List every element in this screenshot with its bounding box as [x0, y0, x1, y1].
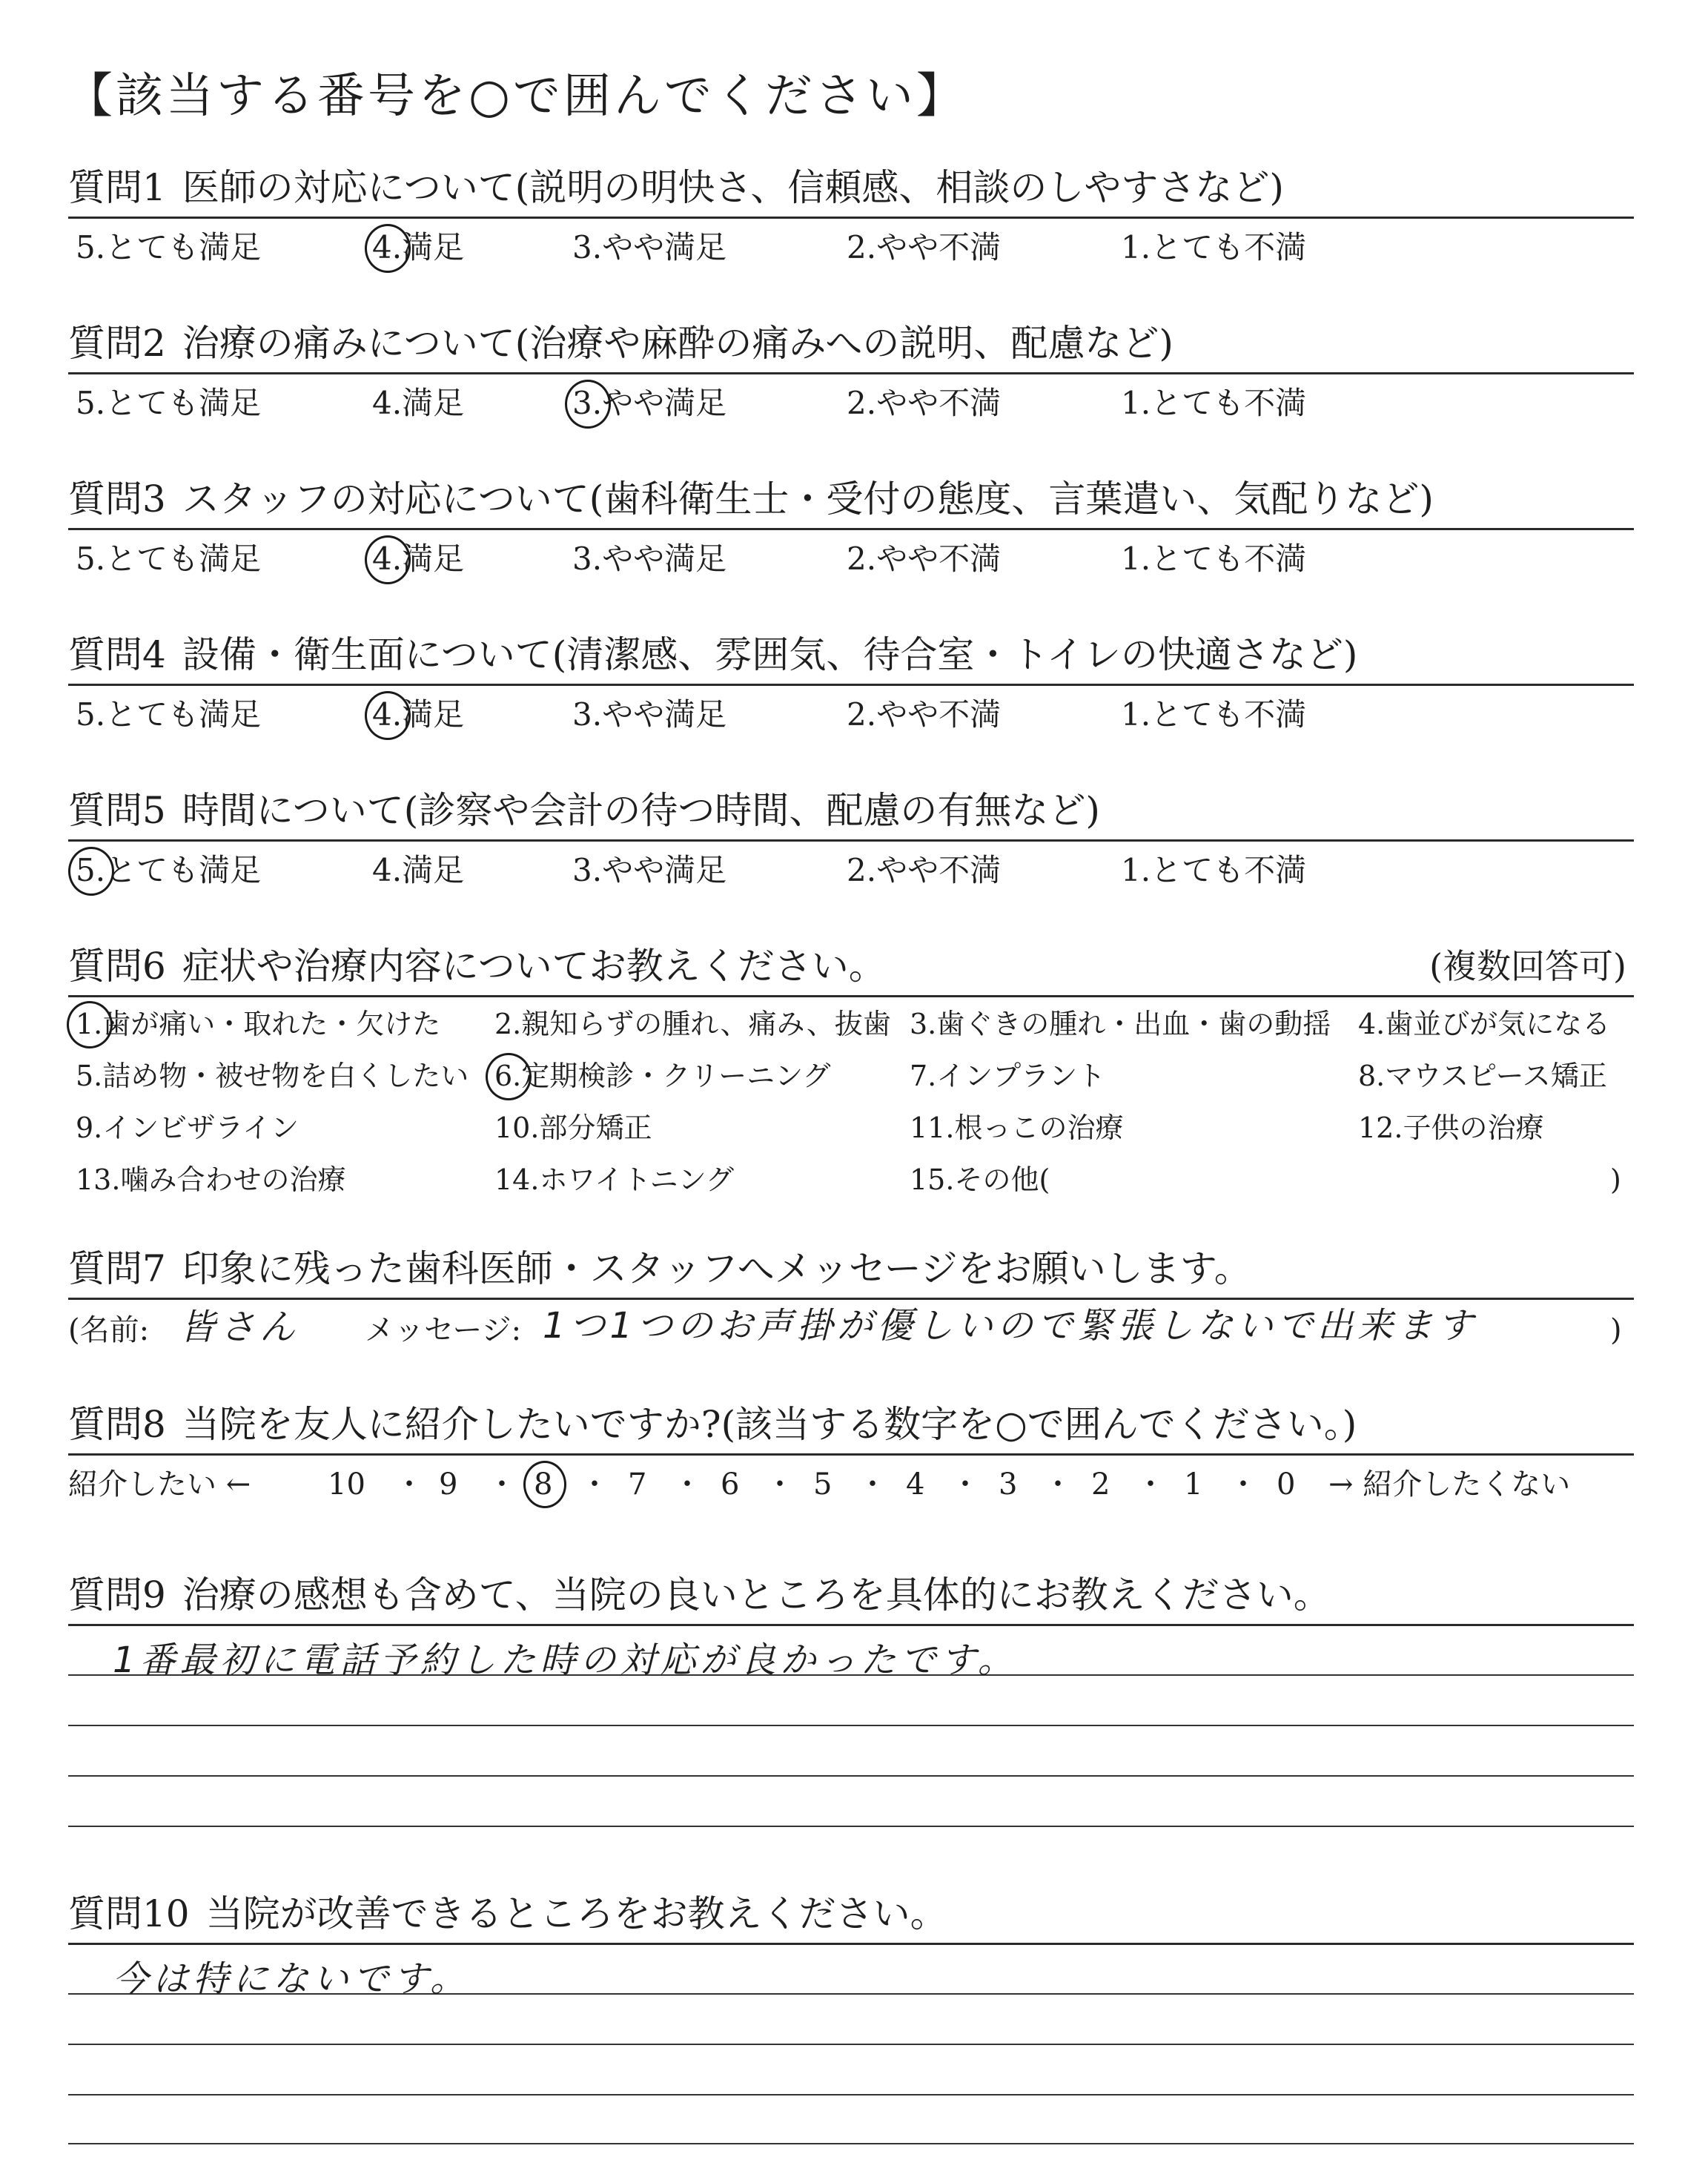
- other-close-paren: ): [1610, 1163, 1621, 1196]
- option-somewhat-satisfied[interactable]: 3.やや満足: [572, 541, 727, 577]
- option-very-dissatisfied[interactable]: 1.とても不満: [1121, 696, 1307, 733]
- question-4: [68, 632, 1634, 786]
- scale-right-label: → 紹介したくない: [1328, 1467, 1571, 1502]
- question-9: [68, 1572, 1634, 1854]
- question-header: [68, 787, 1634, 842]
- answer-line: [68, 2044, 1634, 2045]
- scale-separator: ・: [487, 1467, 517, 1502]
- option-very-satisfied[interactable]: 5.とても満足: [76, 385, 262, 421]
- question-text: スタッフの対応について(歯科衛生士・受付の態度、言葉遣い、気配りなど): [182, 478, 1434, 521]
- message-close-paren: ): [1610, 1313, 1622, 1347]
- answer-text[interactable]: 今は特にないです。: [113, 1958, 471, 2000]
- scale-value-1[interactable]: 1: [1184, 1467, 1203, 1502]
- scale-separator: ・: [672, 1467, 702, 1502]
- symptom-option[interactable]: 9.インビザライン: [76, 1112, 299, 1144]
- scale-value-8-selected[interactable]: 8: [534, 1464, 552, 1505]
- message-value[interactable]: 1つ1つのお声掛が優しいので緊張しないで出来ます: [543, 1305, 1478, 1347]
- scale-value-2[interactable]: 2: [1091, 1467, 1110, 1502]
- symptom-option[interactable]: 5.詰め物・被せ物を白くしたい: [76, 1060, 469, 1092]
- question-text: 時間について(診察や会計の待つ時間、配慮の有無など): [182, 789, 1100, 832]
- option-somewhat-satisfied[interactable]: 3.やや満足: [572, 229, 727, 265]
- question-2: [68, 320, 1634, 475]
- question-header: [68, 632, 1634, 686]
- question-6: [68, 943, 1634, 1210]
- symptom-option[interactable]: 3.歯ぐきの腫れ・出血・歯の動揺: [910, 1008, 1331, 1040]
- answer-text[interactable]: 1番最初に電話予約した時の対応が良かったです。: [113, 1639, 1018, 1681]
- scale-value-5[interactable]: 5: [813, 1467, 833, 1502]
- question-1: [68, 165, 1634, 319]
- multiple-answers-note: (複数回答可): [1429, 946, 1626, 986]
- question-text: 治療の痛みについて(治療や麻酔の痛みへの説明、配慮など): [182, 322, 1174, 365]
- question-number: 質問3: [68, 478, 166, 521]
- question-header: [68, 165, 1634, 219]
- symptom-option[interactable]: 6.定期検診・クリーニング: [494, 1057, 831, 1094]
- option-somewhat-dissatisfied[interactable]: 2.やや不満: [847, 852, 1002, 888]
- scale-separator: ・: [1228, 1467, 1258, 1502]
- option-satisfied[interactable]: 4.満足: [372, 852, 465, 888]
- option-somewhat-dissatisfied[interactable]: 2.やや不満: [847, 229, 1002, 265]
- rating-options: [68, 383, 1634, 427]
- question-header: [68, 1891, 1634, 1945]
- scale-separator: ・: [765, 1467, 795, 1502]
- scale-value-6[interactable]: 6: [721, 1467, 740, 1502]
- scale-separator: ・: [858, 1467, 887, 1502]
- question-text: 当院を友人に紹介したいですか?(該当する数字を○で囲んでください。): [182, 1403, 1357, 1446]
- option-very-satisfied[interactable]: 5.とても満足: [76, 850, 261, 891]
- question-8: [68, 1401, 1634, 1535]
- referral-scale: [68, 1464, 1634, 1508]
- symptom-option[interactable]: 7.インプラント: [910, 1060, 1106, 1092]
- question-header: [68, 1401, 1634, 1456]
- answer-line: [68, 2094, 1634, 2095]
- answer-line: [68, 1775, 1634, 1777]
- symptom-option[interactable]: 12.子供の治療: [1358, 1112, 1544, 1144]
- symptom-option[interactable]: 1.歯が痛い・取れた・欠けた: [76, 1005, 440, 1043]
- option-satisfied[interactable]: 4.満足: [372, 385, 465, 421]
- message-line: [68, 1305, 1634, 1360]
- page-title: 【該当する番号を○で囲んでください】: [65, 69, 967, 124]
- rating-options: [68, 227, 1634, 271]
- scale-separator: ・: [1043, 1467, 1073, 1502]
- question-7: [68, 1246, 1634, 1372]
- question-header: [68, 943, 1634, 997]
- symptom-option[interactable]: 14.ホワイトニング: [494, 1163, 735, 1196]
- scale-separator: ・: [394, 1467, 424, 1502]
- scale-separator: ・: [950, 1467, 980, 1502]
- question-10: [68, 1891, 1634, 2158]
- option-satisfied[interactable]: 4.満足: [372, 694, 464, 736]
- question-text: 印象に残った歯科医師・スタッフへメッセージをお願いします。: [182, 1247, 1251, 1290]
- option-somewhat-satisfied[interactable]: 3.やや満足: [572, 696, 727, 733]
- question-header: [68, 1246, 1634, 1300]
- option-very-satisfied[interactable]: 5.とても満足: [76, 541, 262, 577]
- question-text: 設備・衛生面について(清潔感、雰囲気、待合室・トイレの快適さなど): [182, 633, 1358, 676]
- scale-value-9[interactable]: 9: [439, 1467, 458, 1502]
- symptom-option[interactable]: 13.噛み合わせの治療: [76, 1163, 346, 1196]
- question-number: 質問9: [68, 1573, 166, 1616]
- scale-value-10[interactable]: 10: [328, 1467, 365, 1502]
- answer-line: [68, 1725, 1634, 1726]
- option-very-dissatisfied[interactable]: 1.とても不満: [1121, 541, 1307, 577]
- question-number: 質問6: [68, 945, 166, 988]
- rating-options: [68, 538, 1634, 583]
- rating-options: [68, 850, 1634, 894]
- rating-options: [68, 694, 1634, 739]
- option-very-dissatisfied[interactable]: 1.とても不満: [1121, 852, 1307, 888]
- symptom-option-other[interactable]: 15.その他(: [910, 1163, 1050, 1196]
- answer-line: [68, 1826, 1634, 1827]
- answer-line: [68, 2143, 1634, 2144]
- question-text: 症状や治療内容についてお教えください。: [182, 945, 886, 988]
- name-value[interactable]: 皆さん: [179, 1307, 300, 1348]
- scale-value-7[interactable]: 7: [628, 1467, 647, 1502]
- question-number: 質問4: [68, 633, 166, 676]
- question-number: 質問10: [68, 1892, 190, 1935]
- question-header: [68, 320, 1634, 374]
- scale-left-label: 紹介したい ←: [68, 1467, 251, 1502]
- option-somewhat-dissatisfied[interactable]: 2.やや不満: [847, 696, 1002, 733]
- scale-value-3[interactable]: 3: [999, 1467, 1018, 1502]
- scale-value-4[interactable]: 4: [906, 1467, 925, 1502]
- question-header: [68, 1572, 1634, 1626]
- question-number: 質問5: [68, 789, 166, 832]
- symptom-option[interactable]: 2.親知らずの腫れ、痛み、抜歯: [494, 1008, 891, 1040]
- symptom-option[interactable]: 8.マウスピース矯正: [1358, 1060, 1607, 1092]
- symptom-option[interactable]: 4.歯並びが気になる: [1358, 1008, 1611, 1040]
- question-3: [68, 476, 1634, 630]
- question-text: 当院が改善できるところをお教えください。: [205, 1892, 947, 1935]
- option-very-satisfied[interactable]: 5.とても満足: [76, 229, 262, 265]
- option-somewhat-satisfied[interactable]: 3.やや満足: [572, 383, 726, 424]
- symptom-option[interactable]: 11.根っこの治療: [910, 1112, 1124, 1144]
- scale-separator: ・: [1136, 1467, 1165, 1502]
- option-somewhat-satisfied[interactable]: 3.やや満足: [572, 852, 727, 888]
- option-very-dissatisfied[interactable]: 1.とても不満: [1121, 229, 1307, 265]
- scale-value-0[interactable]: 0: [1277, 1467, 1296, 1502]
- option-somewhat-dissatisfied[interactable]: 2.やや不満: [847, 385, 1002, 421]
- option-somewhat-dissatisfied[interactable]: 2.やや不満: [847, 541, 1002, 577]
- question-text: 医師の対応について(説明の明快さ、信頼感、相談のしやすさなど): [182, 166, 1284, 209]
- message-label: メッセージ:: [365, 1313, 522, 1347]
- option-very-dissatisfied[interactable]: 1.とても不満: [1121, 385, 1307, 421]
- option-very-satisfied[interactable]: 5.とても満足: [76, 696, 262, 733]
- question-number: 質問8: [68, 1403, 166, 1446]
- scale-separator: ・: [580, 1467, 609, 1502]
- question-header: [68, 476, 1634, 530]
- question-5: [68, 787, 1634, 942]
- question-text: 治療の感想も含めて、当院の良いところを具体的にお教えください。: [182, 1573, 1331, 1616]
- symptom-option[interactable]: 10.部分矯正: [494, 1112, 652, 1144]
- option-satisfied[interactable]: 4.満足: [372, 227, 464, 268]
- option-satisfied[interactable]: 4.満足: [372, 538, 464, 580]
- question-number: 質問1: [68, 166, 166, 209]
- name-label: (名前:: [68, 1313, 150, 1347]
- question-number: 質問7: [68, 1247, 166, 1290]
- question-number: 質問2: [68, 322, 166, 365]
